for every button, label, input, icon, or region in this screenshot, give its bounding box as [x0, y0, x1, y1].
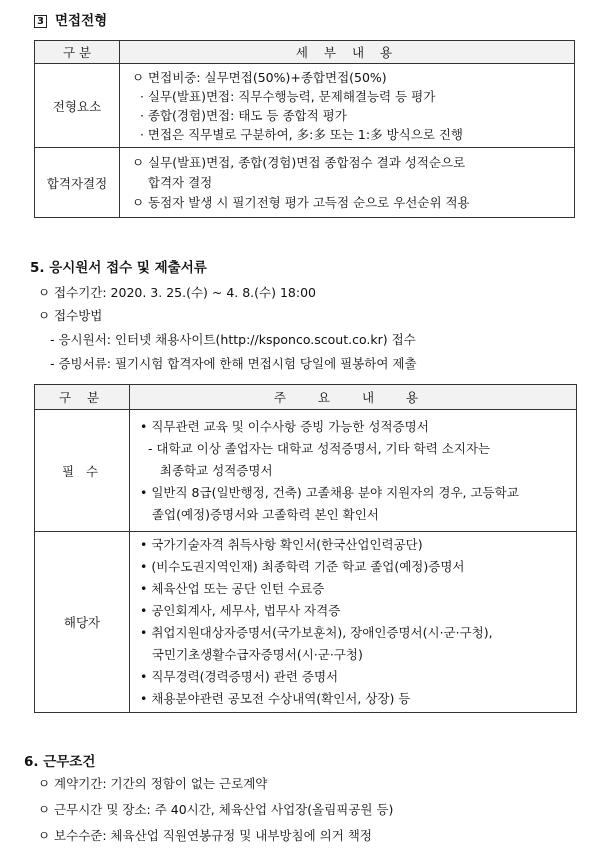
list-item: • 일반직 8급(일반행정, 건축) 고졸채용 분야 지원자의 경우, 고등학교 — [140, 484, 519, 500]
row-content-pass-decision — [120, 148, 575, 218]
row-label-required: 필 수 — [35, 410, 130, 532]
row-content-screening-factors — [120, 64, 575, 148]
row-content-required — [130, 410, 577, 532]
list-item: • 취업지원대상자증명서(국가보훈처), 장애인증명서(시·군·구청), — [140, 625, 493, 640]
list-item: · 실무(발표)면접: 직무수행능력, 문제해결능력 등 평가 — [132, 88, 436, 104]
section-number-box: 3 — [34, 15, 47, 28]
list-item: • 채용분야관련 공모전 수상내역(확인서, 상장) 등 — [140, 691, 411, 706]
row-label-applicable: 해당자 — [35, 532, 130, 713]
list-item: • 공인회계사, 세무사, 법무사 자격증 — [140, 603, 341, 618]
list-item: 최종학교 성적증명서 — [140, 462, 273, 478]
table-header-details: 세 부 내 용 — [120, 41, 575, 64]
table-header-category: 구 분 — [35, 385, 130, 410]
section-interview-title: 면접전형 — [55, 13, 108, 29]
row-label-pass-decision: 합격자결정 — [35, 148, 120, 218]
list-item: · 종합(경험)면접: 태도 등 종합적 평가 — [132, 107, 347, 123]
table-header-category: 구 분 — [35, 41, 120, 64]
work-condition-contract: ㅇ 계약기간: 기간의 정함이 없는 근로계약 — [38, 776, 268, 791]
section-work-title: 6. 근무조건 — [24, 754, 96, 770]
documents-table — [34, 384, 577, 713]
interview-table — [34, 40, 575, 218]
list-item: • 체육산업 또는 공단 인턴 수료증 — [140, 581, 325, 596]
list-item: • (비수도권지역인재) 최종학력 기준 학교 졸업(예정)증명서 — [140, 559, 465, 574]
list-item: ㅇ 실무(발표)면접, 종합(경험)면접 종합점수 결과 성적순으로 — [132, 154, 466, 170]
list-item: - 대학교 이상 졸업자는 대학교 성적증명서, 기타 학력 소지자는 — [140, 440, 491, 456]
list-item: 국민기초생활수급자증명서(시·군·구청) — [140, 647, 363, 662]
table-header-main-content: 주 요 내 용 — [130, 385, 577, 410]
application-period: ㅇ 접수기간: 2020. 3. 25.(수) ~ 4. 8.(수) 18:00 — [38, 285, 316, 300]
list-item: • 직무관련 교육 및 이수사항 증빙 가능한 성적증명서 — [140, 418, 429, 434]
list-item: 졸업(예정)증명서와 고졸학력 본인 확인서 — [140, 506, 379, 522]
row-content-applicable — [130, 532, 577, 713]
list-item: • 국가기술자격 취득사항 확인서(한국산업인력공단) — [140, 537, 423, 552]
list-item: · 면접은 직무별로 구분하여, 多:多 또는 1:多 방식으로 진행 — [132, 126, 463, 142]
section-interview-heading — [34, 9, 107, 29]
work-condition-hours: ㅇ 근무시간 및 장소: 주 40시간, 체육산업 사업장(올림픽공원 등) — [38, 802, 394, 817]
list-item: ㅇ 면접비중: 실무면접(50%)+종합면접(50%) — [132, 69, 387, 85]
method-item-online: - 응시원서: 인터넷 채용사이트(http://ksponco.scout.co.kr) 접수 — [50, 332, 416, 347]
section-application-title: 5. 응시원서 접수 및 제출서류 — [30, 260, 207, 276]
method-item-documents: - 증빙서류: 필기시험 합격자에 한해 면접시험 당일에 필봉하여 제출 — [50, 356, 417, 371]
list-item: 합격자 결정 — [132, 174, 213, 190]
row-label-screening-factors: 전형요소 — [35, 64, 120, 148]
list-item: • 직무경력(경력증명서) 관련 증명서 — [140, 669, 339, 684]
application-method: ㅇ 접수방법 — [38, 308, 103, 323]
work-condition-pay: ㅇ 보수수준: 체육산업 직원연봉규정 및 내부방침에 의거 책정 — [38, 828, 372, 843]
list-item: ㅇ 동점자 발생 시 필기전형 평가 고득점 순으로 우선순위 적용 — [132, 194, 470, 210]
